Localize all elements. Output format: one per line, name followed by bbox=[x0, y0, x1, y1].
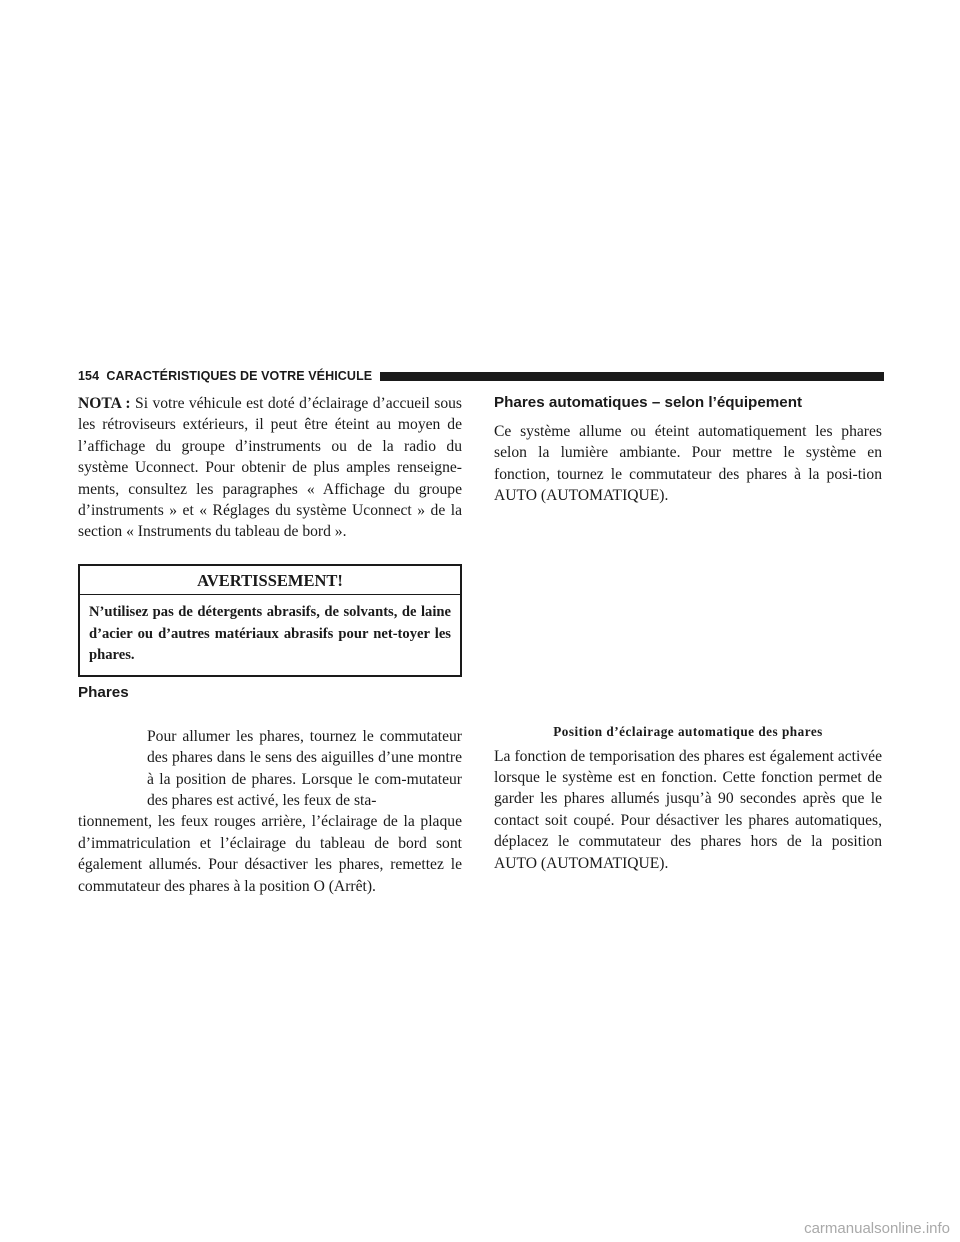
warning-box bbox=[78, 564, 462, 677]
section-title: CARACTÉRISTIQUES DE VOTRE VÉHICULE bbox=[106, 369, 373, 383]
phares-continued-text: tionnement, les feux rouges arrière, l’éclairage de la plaque d’immatriculation et l’éclairage du tableau de bord sont également allumés. Pour désactiver les phares, remettez le commutateur des phares à la position O (Arrêt). bbox=[78, 813, 462, 895]
page-number: 154 bbox=[78, 369, 100, 383]
header-text bbox=[78, 369, 372, 383]
phares-indented-text: Pour allumer les phares, tournez le commutateur des phares dans le sens des aiguilles d’une montre à la position de phares. Lorsque le com-mutateur des phares est activé, les feux de sta- bbox=[147, 727, 462, 809]
figure-placeholder bbox=[494, 507, 882, 723]
delay-paragraph: La fonction de temporisation des phares est également activée lorsque le système est en fonction. Cette fonction permet de garder les phares allumés jusqu’à 90 secondes après que le contact soit coupé. Pour désactiver les phares automatiques, déplacez le commutateur des phares hors de la position AUTO (AUTOMATIQUE). bbox=[494, 747, 882, 872]
warning-title: AVERTISSEMENT! bbox=[80, 566, 460, 595]
right-column bbox=[494, 393, 882, 874]
left-column bbox=[78, 393, 462, 897]
phares-heading: Phares bbox=[78, 683, 129, 701]
header-rule bbox=[380, 372, 884, 381]
nota-paragraph bbox=[78, 393, 462, 543]
nota-text: Si votre véhicule est doté d’éclairage d’accueil sous les rétroviseurs extérieurs, il peut être éteint au moyen de l’affichage du groupe d’instruments ou de la radio du système Uconnect. Pour obtenir de plus amples renseigne-ments, consultez les paragraphes « Affichage du groupe d’instruments » et « Réglages du système Uconnect » de la section « Instruments du tableau de bord ». bbox=[78, 395, 462, 541]
auto-headlights-heading: Phares automatiques – selon l’équipement bbox=[494, 394, 803, 411]
phares-paragraph bbox=[78, 726, 462, 897]
auto-headlights-paragraph: Ce système allume ou éteint automatiquement les phares selon la lumière ambiante. Pour mettre le système en fonction, tournez le commutateur des phares à la posi-tion AUTO (AUTOMATIQUE). bbox=[494, 423, 882, 505]
nota-label: NOTA : bbox=[78, 395, 131, 412]
page-header bbox=[78, 367, 884, 385]
warning-text: N’utilisez pas de détergents abrasifs, de solvants, de laine d’acier ou d’autres matériaux abrasifs pour net-toyer les phares. bbox=[89, 604, 451, 664]
figure-caption: Position d’éclairage automatique des phares bbox=[553, 723, 823, 739]
watermark: carmanualsonline.info bbox=[804, 1220, 950, 1237]
